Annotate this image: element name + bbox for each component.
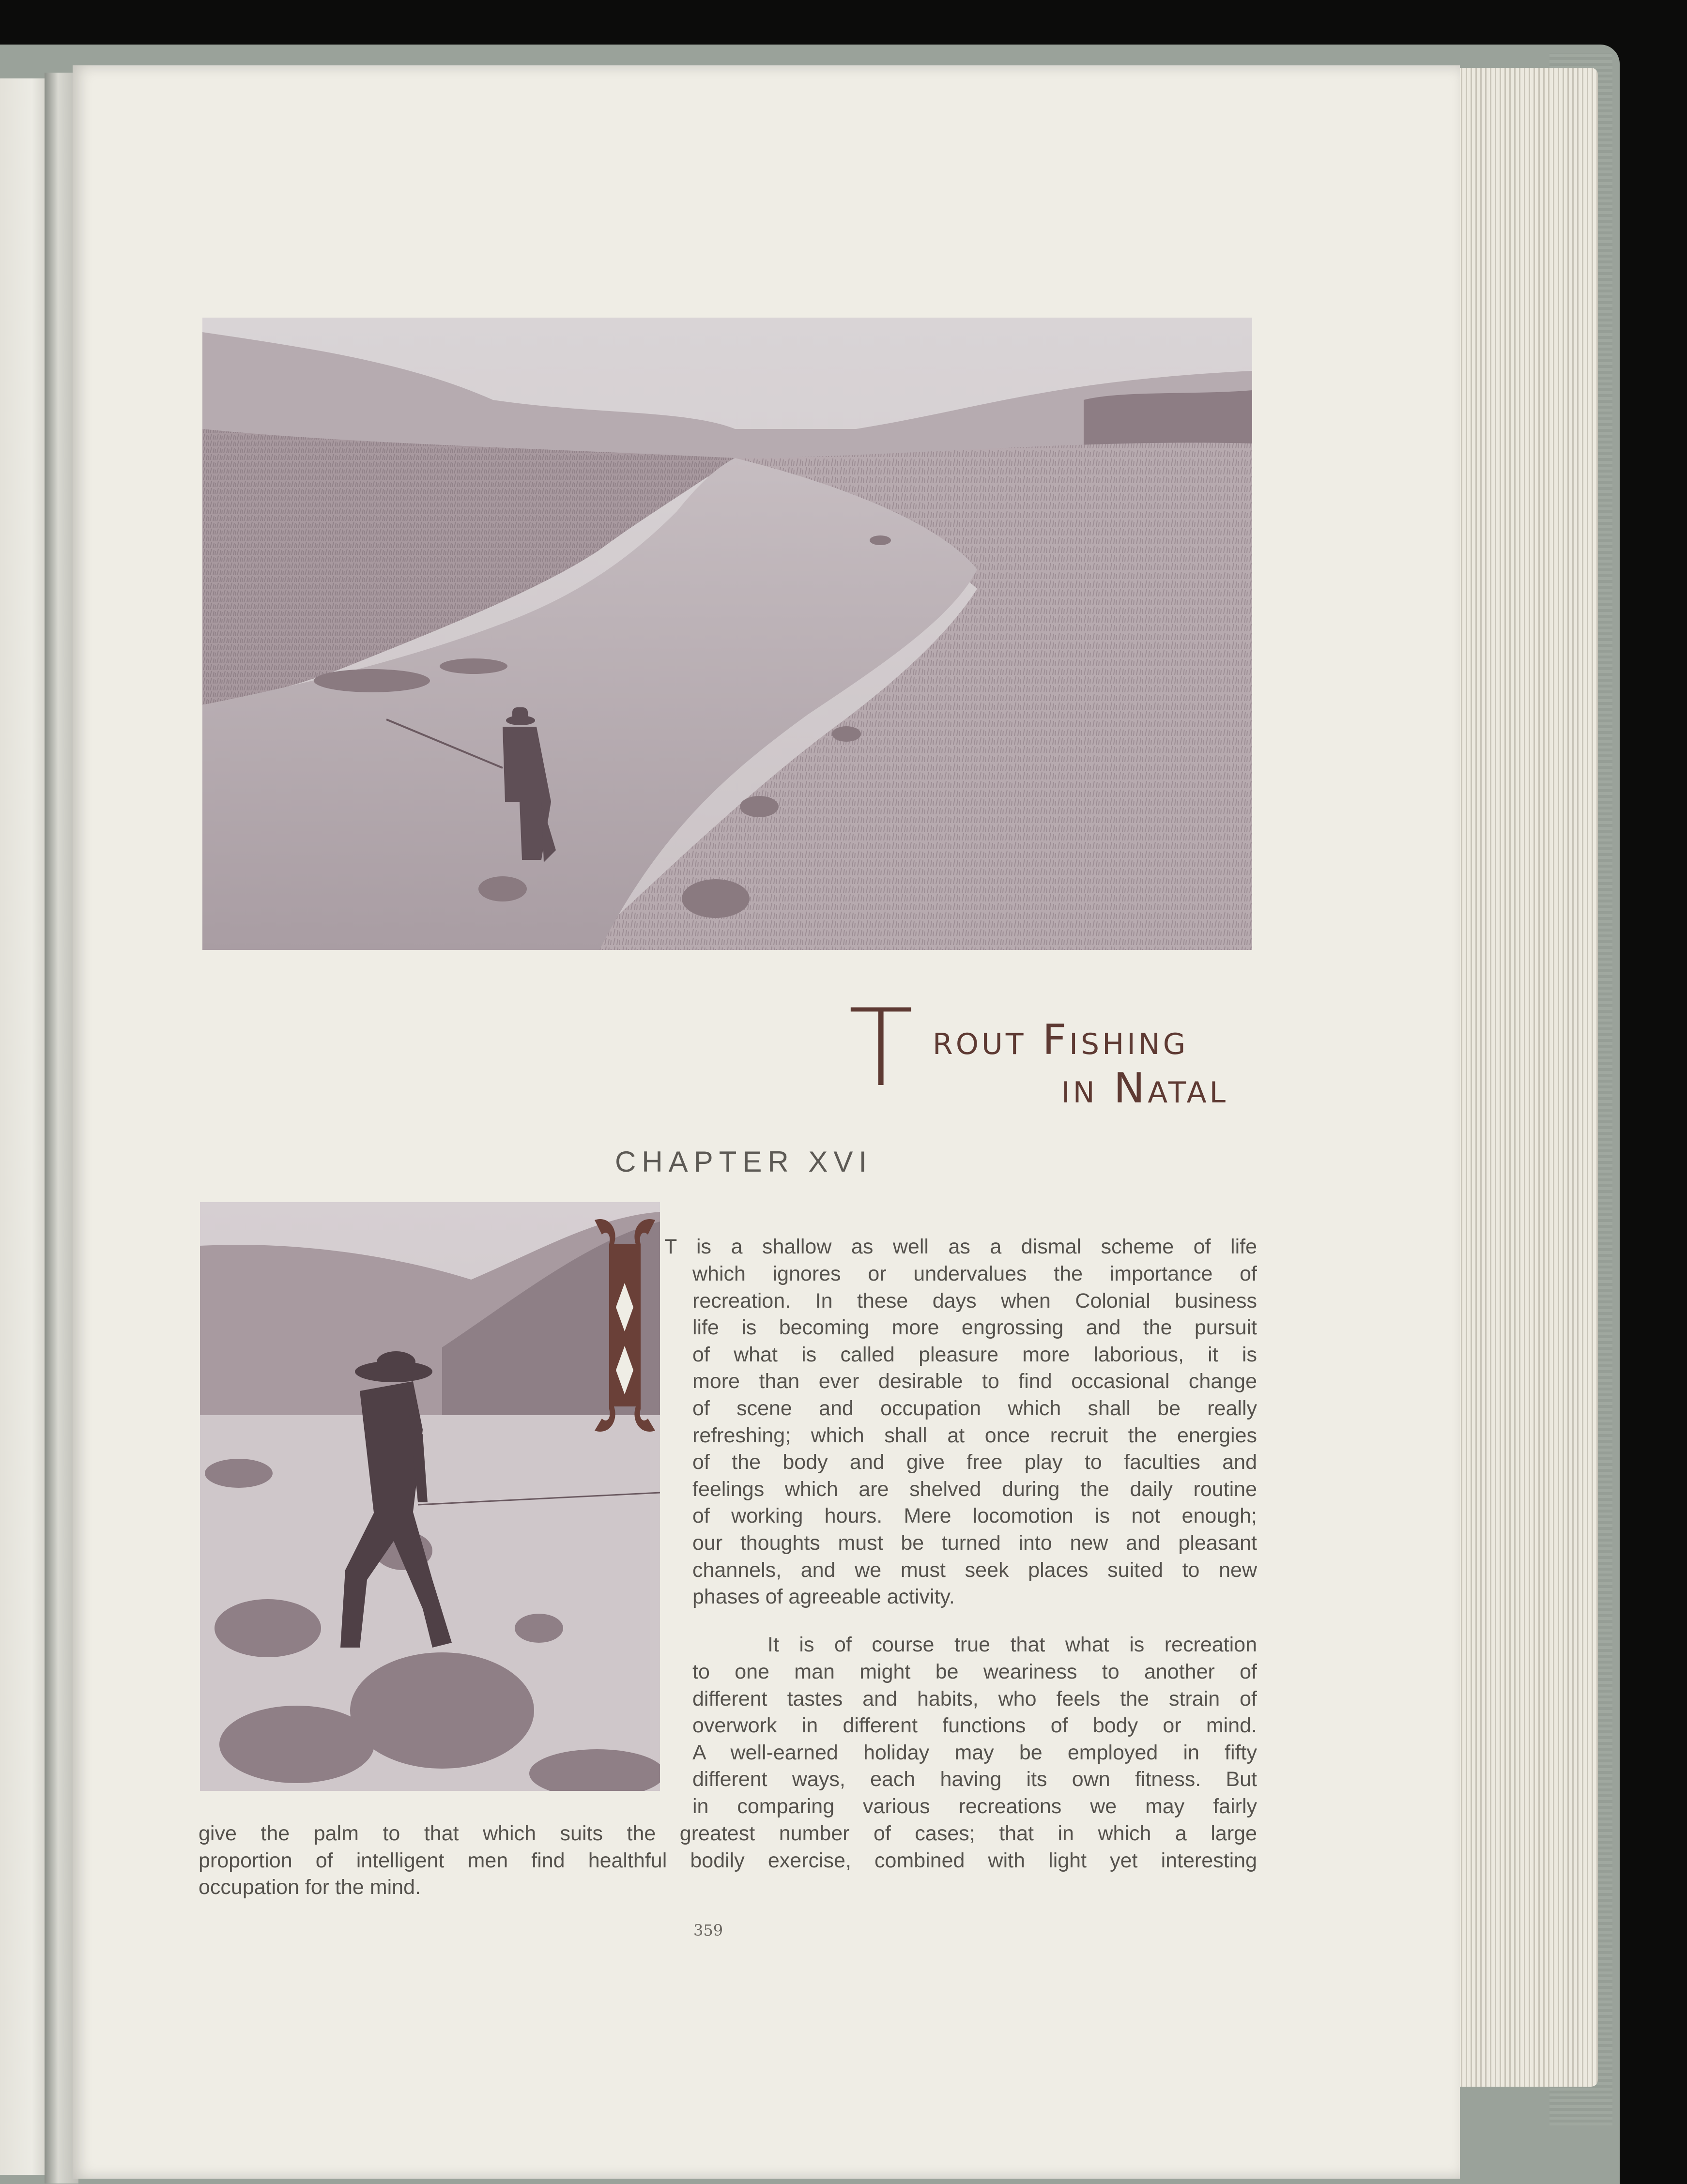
text-line: life is becoming more engrossing and the pursuit xyxy=(692,1316,1257,1340)
chapter-heading: CHAPTER XVI xyxy=(615,1145,873,1178)
text-line: to one man might be weariness to another of xyxy=(692,1660,1257,1683)
text-line: feelings which are shelved during the daily routine xyxy=(692,1477,1257,1501)
title-line-1: rout Fishing xyxy=(933,1016,1189,1064)
page-number: 359 xyxy=(693,1921,723,1940)
text-line: give the palm to that which suits the greatest number of cases; that in which a large xyxy=(199,1822,1257,1845)
paragraph-2-line-1 xyxy=(767,1632,1257,1659)
text-line: of scene and occupation which shall be really xyxy=(692,1396,1257,1420)
text-line: overwork in different functions of body or mind. xyxy=(692,1714,1257,1738)
river-landscape-photo xyxy=(202,318,1252,950)
title-line-2: in Natal xyxy=(1061,1064,1229,1113)
title-initial: T xyxy=(848,986,914,1110)
text-line: phases of agreeable activity. xyxy=(692,1585,955,1609)
text-line: our thoughts must be turned into new and pleasant xyxy=(692,1531,1257,1555)
paragraph-1-line-1: T is a shallow as well as a dismal scheme of life xyxy=(664,1235,1257,1258)
text-line: more than ever desirable to find occasional change xyxy=(692,1370,1257,1393)
decorative-dropcap-I xyxy=(590,1215,660,1436)
text-line: recreation. In these days when Colonial business xyxy=(692,1289,1257,1313)
paragraph-2 xyxy=(692,1659,1257,1820)
text-line: proportion of intelligent men find healthful bodily exercise, combined with light yet interesting xyxy=(199,1848,1257,1872)
paragraph-2-continued xyxy=(199,1820,1257,1901)
text-line: channels, and we must seek places suited to new xyxy=(692,1558,1257,1582)
text-line: of what is called pleasure more laborious, it is xyxy=(692,1343,1257,1366)
text-line: of the body and give free play to faculties and xyxy=(692,1451,1257,1474)
text-line: occupation for the mind. xyxy=(199,1876,421,1899)
text-line: It is of course true that what is recreation xyxy=(767,1633,1257,1656)
text-line: different ways, each having its own fitness. But xyxy=(692,1768,1257,1791)
page-edges xyxy=(1448,68,1598,2087)
text-line: of working hours. Mere locomotion is not enough; xyxy=(692,1504,1257,1528)
text-line: A well-earned holiday may be employed in fifty xyxy=(692,1741,1257,1764)
text-line: which ignores or undervalues the importance of xyxy=(692,1262,1257,1285)
text-line: in comparing various recreations we may fairly xyxy=(692,1794,1257,1818)
paragraph-1 xyxy=(692,1261,1257,1611)
text-line: different tastes and habits, who feels the strain of xyxy=(692,1687,1257,1711)
text-line: refreshing; which shall at once recruit the energies xyxy=(692,1423,1257,1447)
